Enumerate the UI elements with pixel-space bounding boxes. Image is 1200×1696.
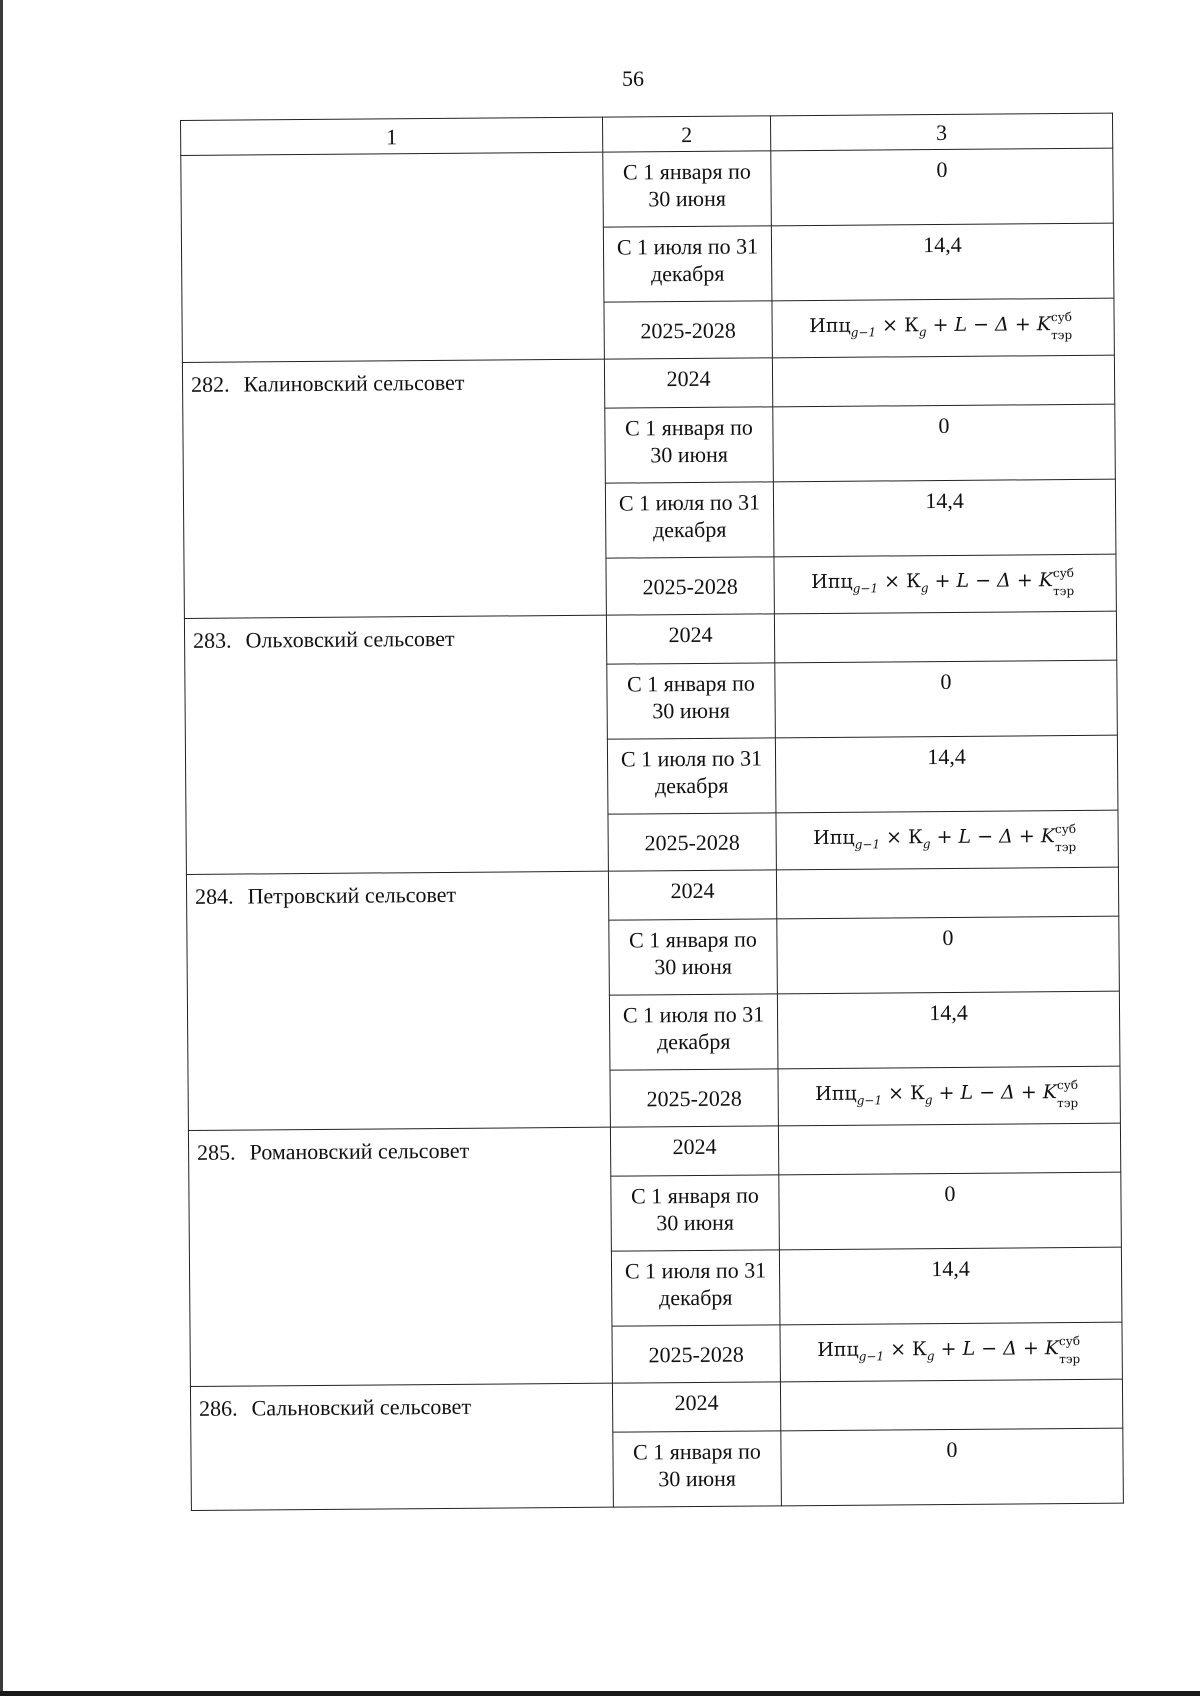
entry-number: 286.: [199, 1395, 238, 1421]
formula-cell: [774, 554, 1116, 614]
entry-row: [188, 1123, 1120, 1179]
entry-name: Сальновский сельсовет: [251, 1393, 472, 1421]
header-cell-1: 1: [181, 117, 603, 155]
year-cell: 2024: [604, 358, 772, 408]
entry-name: Петровский сельсовет: [247, 881, 457, 909]
period-cell: С 1 июля по 31 декабря: [603, 226, 772, 302]
entry-name: Калиновский сельсовет: [243, 369, 465, 397]
year-cell: 2024: [612, 1382, 780, 1432]
period-cell: С 1 января по 30 июня: [613, 1431, 782, 1507]
entry-name: Ольховский сельсовет: [245, 625, 455, 653]
empty-value-cell: [780, 1379, 1122, 1431]
empty-value-cell: [772, 355, 1114, 407]
period-cell: С 1 июля по 31 декабря: [609, 994, 778, 1070]
formula: $Ипц_{g-1} \times К_g + L - \Delta + K$ суб тэр: [815, 1078, 1079, 1111]
formula: $Ипц_{g-1} \times К_g + L - \Delta + K$ суб тэр: [809, 310, 1073, 343]
empty-value-cell: [774, 611, 1116, 663]
scan-edge-bottom: [0, 1691, 1200, 1696]
formula: $Ипц_{g-1} \times К_g + L - \Delta + K$ суб тэр: [817, 1334, 1081, 1367]
value-cell: 0: [777, 916, 1120, 994]
entry-name-cell: [188, 1127, 612, 1386]
entry-row: [184, 611, 1116, 667]
empty-value-cell: [776, 867, 1118, 919]
formula: $Ипц_{g-1} \times К_g + L - \Delta + K$ суб тэр: [811, 566, 1075, 599]
continued-name-cell: [181, 152, 605, 362]
period-cell: С 1 января по 30 июня: [611, 1175, 780, 1251]
entry-number: 284.: [195, 883, 234, 909]
formula-cell: [776, 810, 1118, 870]
entry-row: [186, 867, 1118, 923]
entry-row: [190, 1379, 1122, 1435]
scan-edge-left: [0, 0, 3, 1696]
entry-name: Романовский сельсовет: [249, 1137, 470, 1165]
tariff-table: [180, 113, 1124, 1511]
entry-name-cell: [184, 615, 608, 874]
formula-cell: [772, 298, 1114, 358]
year-cell: 2024: [610, 1126, 778, 1176]
value-cell: 14,4: [779, 1247, 1122, 1325]
entry-name-cell: [182, 359, 606, 618]
entry-number: 283.: [192, 627, 232, 653]
entry-name-cell: [186, 871, 610, 1130]
entry-number: 285.: [197, 1139, 236, 1165]
entry-number: 282.: [190, 371, 230, 397]
entry-name-cell: [190, 1383, 613, 1510]
year-cell: 2024: [608, 870, 776, 920]
formula: $Ипц_{g-1} \times К_g + L - \Delta + K$ суб тэр: [813, 822, 1077, 855]
page-number: 56: [622, 66, 644, 91]
value-cell: 0: [773, 404, 1116, 482]
formula-cell: [778, 1066, 1120, 1126]
value-cell: 14,4: [771, 223, 1114, 301]
period-cell: 2025-2028: [610, 1069, 778, 1127]
period-cell: С 1 января по 30 июня: [605, 407, 774, 483]
value-cell: 0: [775, 660, 1118, 738]
value-cell: 0: [771, 148, 1114, 226]
value-cell: 14,4: [773, 479, 1116, 557]
value-cell: 0: [779, 1172, 1122, 1250]
entry-row: [182, 355, 1114, 411]
period-cell: 2025-2028: [608, 813, 776, 871]
period-cell: С 1 января по 30 июня: [603, 151, 772, 227]
period-cell: С 1 января по 30 июня: [607, 663, 776, 739]
period-cell: С 1 июля по 31 декабря: [611, 1250, 780, 1326]
period-cell: 2025-2028: [606, 557, 774, 615]
header-cell-3: 3: [770, 113, 1112, 151]
value-cell: 14,4: [775, 735, 1118, 813]
value-cell: 14,4: [777, 991, 1120, 1069]
period-cell: С 1 июля по 31 декабря: [605, 482, 774, 558]
header-cell-2: 2: [602, 116, 770, 152]
period-cell: С 1 июля по 31 декабря: [607, 738, 776, 814]
period-cell: 2025-2028: [612, 1325, 780, 1383]
empty-value-cell: [778, 1123, 1120, 1175]
period-cell: 2025-2028: [604, 301, 772, 359]
period-row: [181, 148, 1114, 230]
period-cell: С 1 января по 30 июня: [609, 919, 778, 995]
year-cell: 2024: [606, 614, 774, 664]
formula-cell: [780, 1322, 1122, 1382]
value-cell: 0: [781, 1428, 1124, 1506]
